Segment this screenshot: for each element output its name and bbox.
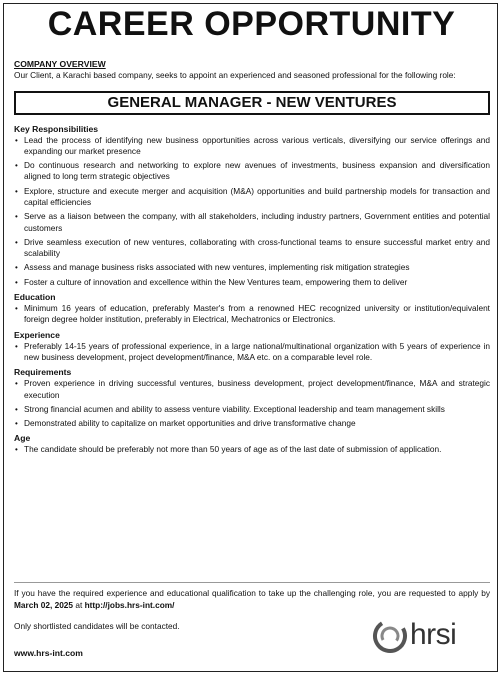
bullet-icon: •	[15, 445, 18, 455]
responsibilities-heading: Key Responsibilities	[14, 123, 99, 134]
shortlist-note: Only shortlisted candidates will be contacted.	[14, 621, 180, 631]
age-heading: Age	[14, 433, 31, 444]
list-item: • Strong financial acumen and ability to assess venture viability. Exceptional leadership and team management skills	[15, 403, 445, 414]
logo-text: hrsi	[410, 618, 457, 651]
requirements-list	[14, 378, 490, 429]
website-link[interactable]: www.hrs-int.com	[14, 648, 83, 658]
bullet-icon: •	[15, 161, 18, 171]
apply-text: If you have the required experience and educational qualification to take up the challenging role, you are requested to apply by March 02, 2025 at http://jobs.hrs-int.com/	[14, 588, 490, 610]
list-item: • Demonstrated ability to capitalize on market opportunities and drive transformative change	[15, 418, 356, 429]
bullet-icon: •	[15, 135, 18, 145]
hrsi-logo	[372, 618, 484, 654]
bullet-icon: •	[15, 341, 18, 351]
requirements-heading: Requirements	[14, 367, 72, 378]
bullet-icon: •	[15, 263, 18, 273]
page-title: CAREER OPPORTUNITY	[47, 5, 456, 43]
list-item: • Serve as a liaison between the company, with all stakeholders, including industry partners, Government entities and potential customers	[15, 211, 490, 233]
apply-link[interactable]: http://jobs.hrs-int.com/	[84, 599, 175, 610]
list-item: • Explore, structure and execute merger and acquisition (M&A) opportunities and build partnership models for transaction and capital efficiencies	[15, 185, 490, 207]
ad-content	[14, 58, 490, 459]
bullet-icon: •	[15, 304, 18, 314]
deadline-date: March 02, 2025	[14, 599, 74, 610]
education-heading: Education	[14, 292, 56, 303]
bullet-icon: •	[15, 237, 18, 247]
age-list	[14, 444, 490, 455]
education-list	[14, 303, 490, 326]
bullet-icon: •	[15, 379, 18, 389]
bullet-icon: •	[15, 277, 18, 287]
company-overview-heading: COMPANY OVERVIEW	[14, 59, 106, 69]
role-title-banner: GENERAL MANAGER - NEW VENTURES	[14, 91, 490, 115]
list-item: • Minimum 16 years of education, preferably Master's from a renowned HEC recognized university or institution/equivalent foreign degree holder institution, preferably in Electrical, Mechatronics or Electronics.	[15, 303, 490, 325]
bullet-icon: •	[15, 404, 18, 414]
bullet-icon: •	[15, 419, 18, 429]
hrsi-logo-icon	[372, 618, 410, 654]
bullet-icon: •	[15, 186, 18, 196]
bullet-icon: •	[15, 212, 18, 222]
list-item: • Assess and manage business risks associated with new ventures, implementing risk mitigation strategies	[15, 262, 410, 273]
list-item: • Lead the process of identifying new business opportunities across various verticals, diversifying our service offerings and expanding our market presence	[15, 134, 490, 156]
responsibilities-list	[14, 135, 490, 289]
list-item: • Do continuous research and networking to explore new avenues of investments, business expansion and diversification aligned to long term strategic objectives	[15, 160, 490, 182]
list-item: • Foster a culture of innovation and excellence within the New Ventures team, empowering them to deliver	[15, 276, 408, 287]
list-item: • Drive seamless execution of new ventures, collaborating with cross-functional teams to ensure successful market entry and scalability	[15, 236, 490, 259]
list-item: • Proven experience in driving successful ventures, business development, project development/finance, M&A and strategic execution	[15, 378, 490, 400]
experience-list	[14, 341, 490, 364]
experience-heading: Experience	[14, 329, 60, 340]
list-item: • The candidate should be preferably not more than 50 years of age as of the last date of submission of application.	[15, 444, 442, 455]
list-item: • Preferably 14-15 years of professional experience, in a large national/multinational organization with 5 years of experience in new business development, project development/finance, M&A etc. on a comparable level role.	[15, 340, 490, 362]
company-overview-text: Our Client, a Karachi based company, seeks to appoint an experienced and seasoned professional for the following role:	[14, 70, 456, 80]
section-divider	[14, 582, 490, 583]
